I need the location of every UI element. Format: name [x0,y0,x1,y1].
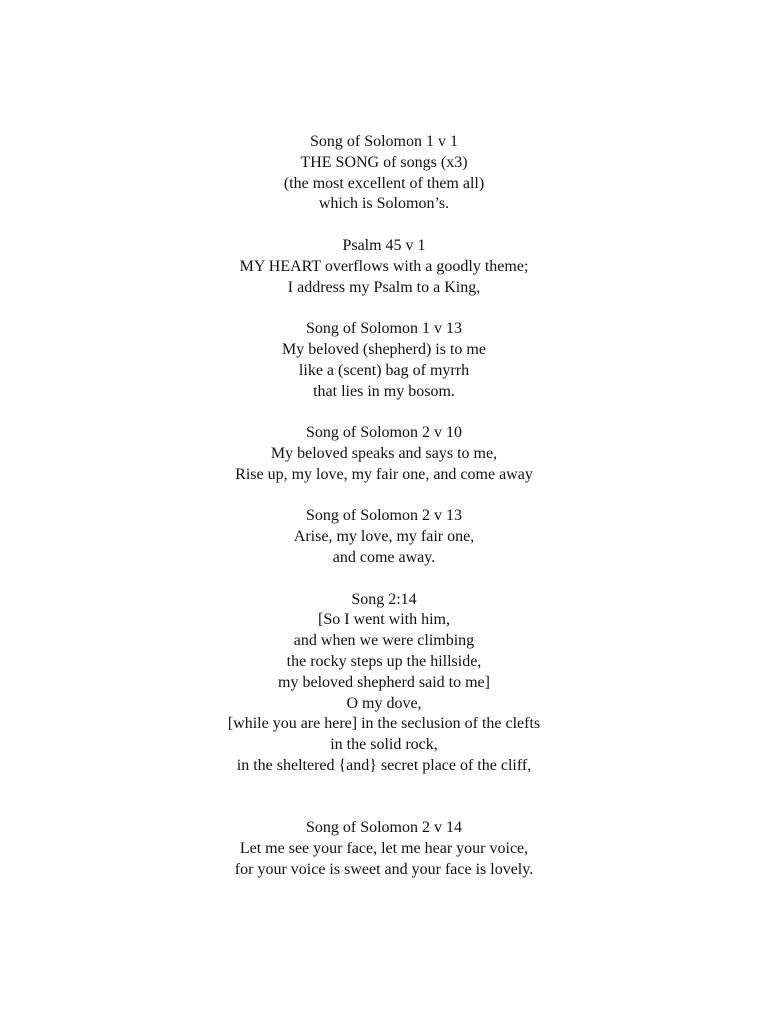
verse-line: that lies in my bosom. [313,382,455,400]
stanza-psalm-45-1 [0,236,768,298]
verse-heading: Song 2:14 [351,590,417,608]
verse-line: O my dove, [346,694,422,712]
verse-heading: Psalm 45 v 1 [342,236,426,254]
verse-line: in the solid rock, [330,736,438,754]
verse-line: (the most excellent of them all) [283,174,485,192]
verse-heading: Song of Solomon 1 v 13 [305,320,462,338]
verse-line: [So I went with him, [318,611,450,629]
stanza-song-2-14 [0,818,768,880]
stanza-song-2-13 [0,506,768,568]
stanza-song-1-13 [0,319,768,402]
verse-line: and come away. [332,548,436,566]
stanza-song-1-1 [0,132,768,215]
verse-heading: Song of Solomon 1 v 1 [309,133,458,150]
poem-text [0,132,768,901]
verse-heading: Song of Solomon 2 v 13 [305,507,462,525]
verse-line: Rise up, my love, my fair one, and come away [235,465,533,483]
verse-line: the rocky steps up the hillside, [286,652,482,670]
verse-heading: Song of Solomon 2 v 14 [305,819,462,837]
verse-line: My beloved speaks and says to me, [270,444,498,462]
verse-line: Let me see your face, let me hear your voice, [239,840,529,858]
verse-line: which is Solomon’s. [318,195,450,213]
verse-heading: Song of Solomon 2 v 10 [305,424,462,442]
stanza-song-2-14-narrative [0,590,768,777]
verse-line: my beloved shepherd said to me] [278,673,490,691]
verse-line: Arise, my love, my fair one, [293,528,475,546]
verse-line: THE SONG of songs (x3) [300,153,468,171]
stanza-song-2-10 [0,423,768,485]
verse-line: in the sheltered {and} secret place of the cliff, [236,756,532,774]
verse-line: [while you are here] in the seclusion of the clefts [227,715,541,733]
verse-line: like a (scent) bag of myrrh [298,361,470,379]
verse-line: I address my Psalm to a King, [287,278,481,296]
verse-line: and when we were climbing [293,632,475,650]
verse-line: for your voice is sweet and your face is lovely. [234,860,534,878]
verse-line: MY HEART overflows with a goodly theme; [239,257,529,275]
verse-line: My beloved (shepherd) is to me [282,340,486,358]
